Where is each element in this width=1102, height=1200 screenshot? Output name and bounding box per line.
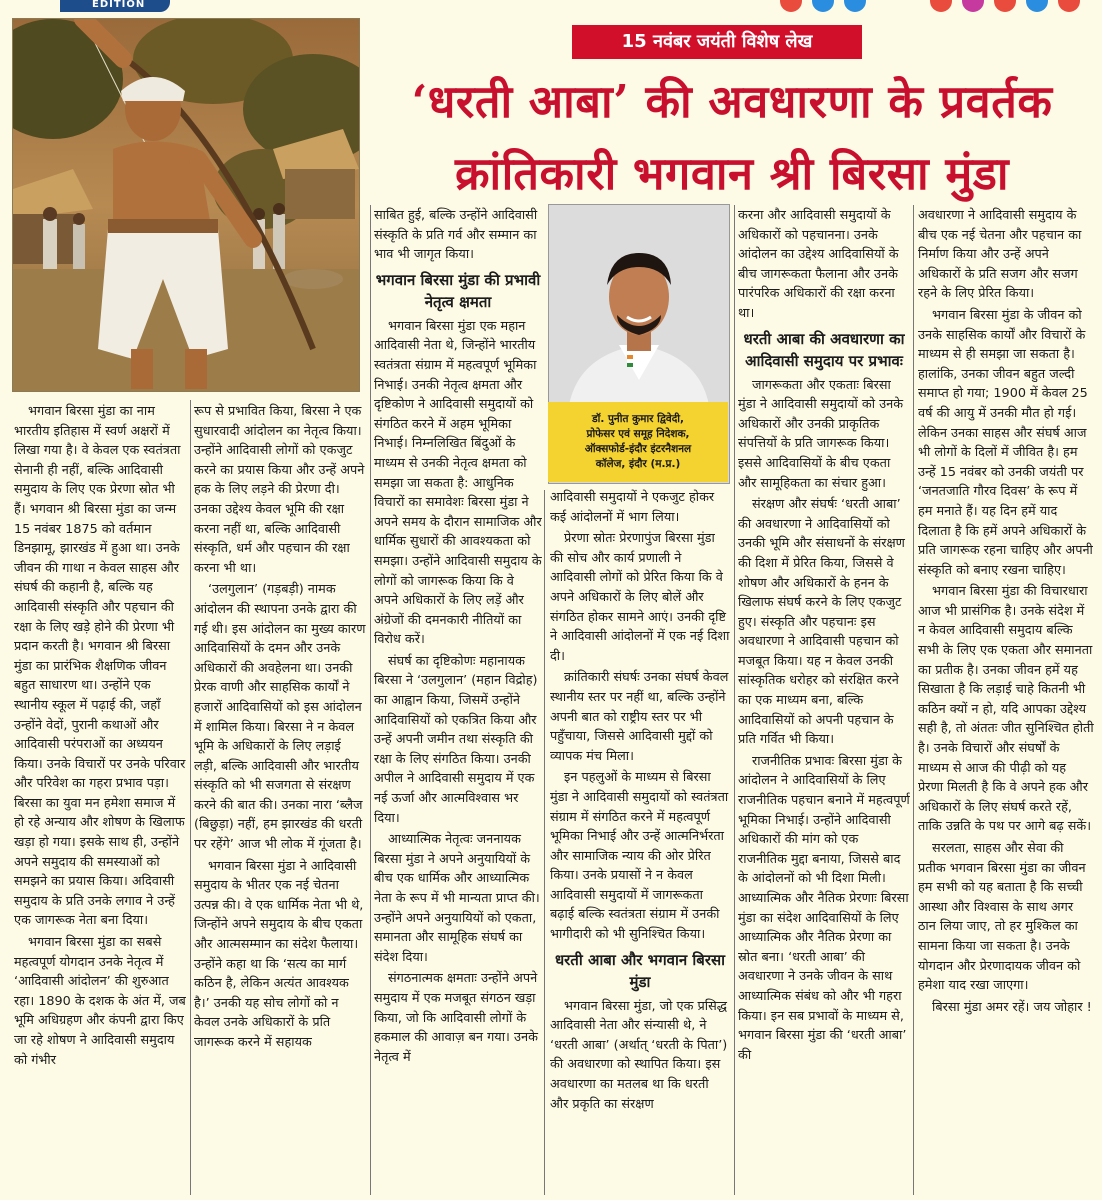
paragraph: भगवान बिरसा मुंडा, जो एक प्रसिद्ध आदिवासी नेता और संन्यासी थे, ने ‘धरती आबा’ (अर्थात् ‘धरती के पिता’) की अवधारणा को स्थापित किया। इस अवधारणा का मतलब था कि धरती और प्रकृति का संरक्षण xyxy=(550,998,728,1112)
section-heading: धरती आबा की अवधारणा का आदिवासी समुदाय पर प्रभावः xyxy=(743,329,905,370)
paragraph: आध्यात्मिक नेतृत्वः जननायक बिरसा मुंडा ने अपने अनुयायियों के बीच एक धार्मिक और आध्यात्मिक नेता के रूप में भी मान्यता प्राप्त की। उन्होंने अपने अनुयायियों को एकता, समानता और सामूहिक संघर्ष का संदेश दिया। xyxy=(374,832,540,965)
paragraph: रूप से प्रभावित किया, बिरसा ने एक सुधारवादी आंदोलन का नेतृत्व किया। उन्होंने आदिवासी लोगों को एकजुट करने का प्रयास किया और उन्हें अपने हक के लिए लड़ने की प्रेरणा दी। उनका उद्देश्य केवल भूमि की रक्षा करना नहीं था, बल्कि आदिवासी संस्कृति, धर्म और पहचान की रक्षा करना भी था। xyxy=(194,404,365,576)
author-title: प्रोफेसर एवं समूह निदेशक, xyxy=(586,428,690,440)
social-icon[interactable] xyxy=(930,0,952,12)
headline-line-1: ‘धरती आबा’ की अवधारणा के प्रवर्तक xyxy=(411,75,1053,128)
author-photo xyxy=(549,205,729,405)
paragraph: भगवान बिरसा मुंडा की विचारधारा आज भी प्रासंगिक है। उनके संदेश में न केवल आदिवासी समुदाय बल्कि सभी के लिए एक एकता और समानता का प्रतीक है। उनका जीवन हमें यह सिखाता है कि लड़ाई चाहे कितनी भी कठिन क्यों न हो, यदि आपका उद्देश्य सही है, तो अंततः जीत सुनिश्चित होती है। उनके विचारों और संघर्षों के माध्यम से आज की पीढ़ी को यह प्रेरणा मिलती है कि वे अपने हक और अधिकारों के लिए संघर्ष करते रहें, ताकि उन्नति के पथ पर आगे बढ़ सकें। xyxy=(918,584,1094,835)
social-icon[interactable] xyxy=(812,0,834,12)
paragraph: क्रांतिकारी संघर्षः उनका संघर्ष केवल स्थानीय स्तर पर नहीं था, बल्कि उन्होंने अपनी बात को राष्ट्रीय स्तर पर भी पहुँचाया, जिससे आदिवासी मुद्दों को व्यापक मंच मिला। xyxy=(550,670,729,764)
social-icon[interactable] xyxy=(962,0,984,12)
article-column-3 xyxy=(374,206,542,1196)
article-column-4 xyxy=(550,488,730,1196)
author-org: ऑक्सफोर्ड-इंदौर इंटरनैशनल xyxy=(584,443,692,455)
special-article-tag: 15 नवंबर जयंती विशेष लेख xyxy=(572,25,862,59)
social-icon[interactable] xyxy=(844,0,866,12)
paragraph: प्रेरणा स्रोतः प्रेरणापुंज बिरसा मुंडा की सोच और कार्य प्रणाली ने आदिवासी लोगों को प्रेरित किया कि वे अपने अधिकारों के लिए बोलें और संगठित होकर सामने आएं। उनकी दृष्टि ने आदिवासी आंदोलनों में एक नई दिशा दी। xyxy=(550,531,730,664)
column-rule xyxy=(913,205,914,1195)
paragraph: राजनीतिक प्रभावः बिरसा मुंडा के आंदोलन ने आदिवासियों के लिए राजनीतिक पहचान बनाने में महत्वपूर्ण भूमिका निभाई। उन्होंने आदिवासी अधिकारों की मांग को एक राजनीतिक मुद्दा बनाया, जिससे बाद के आंदोलनों को भी दिशा मिली। आध्यात्मिक और नैतिक प्रेरणाः बिरसा मुंडा का संदेश आदिवासियों के लिए आध्यात्मिक और नैतिक प्रेरणा का स्रोत बना। ‘धरती आबा’ की अवधारणा ने उनके जीवन के साथ आध्यात्मिक संबंध को और भी गहरा किया। इन सब प्रभावों के माध्यम से, भगवान बिरसा मुंडा की ‘धरती आबा’ की xyxy=(738,753,910,1063)
paragraph: भगवान बिरसा मुंडा ने आदिवासी समुदाय के भीतर एक नई चेतना उत्पन्न की। वे एक धार्मिक नेता भी थे, जिन्होंने अपने समुदाय के बीच एकता और आत्मसम्मान का संदेश फैलाया। उन्होंने कहा था कि ‘सत्य का मार्ग कठिन है, लेकिन अत्यंत आवश्यक है।’ उनकी यह सोच लोगों को न केवल उनके अधिकारों के प्रति जागरूक करने में सहायक xyxy=(194,858,364,1050)
paragraph: बिरसा मुंडा अमर रहें। जय जोहार ! xyxy=(932,999,1092,1015)
article-column-5 xyxy=(738,206,910,1196)
social-icon[interactable] xyxy=(1026,0,1048,12)
paragraph: संरक्षण और संघर्षः ‘धरती आबा’ की अवधारणा ने आदिवासियों को उनकी भूमि और संसाधनों के संरक्षण की दिशा में प्रेरित किया, जिससे वे शोषण और अधिकारों के हनन के खिलाफ संघर्ष करने के लिए एकजुट हुए। संस्कृति और पहचानः इस अवधारणा ने आदिवासी पहचान को मजबूत किया। यह न केवल उनकी सांस्कृतिक धरोहर को संरक्षित करने का एक माध्यम बना, बल्कि आदिवासियों को अपनी पहचान के प्रति गर्वित भी किया। xyxy=(738,497,905,748)
social-icon[interactable] xyxy=(1058,0,1080,12)
painting-illustration xyxy=(13,19,359,391)
social-icon[interactable] xyxy=(994,0,1016,12)
column-rule xyxy=(544,490,545,1195)
column-rule xyxy=(370,205,371,1195)
paragraph: भगवान बिरसा मुंडा के जीवन को उनके साहसिक कार्यों और विचारों के माध्यम से ही समझा जा सकता है। हालांकि, उनका जीवन बहुत जल्दी समाप्त हो गया; 1900 में केवल 25 वर्ष की आयु में उनकी मौत हो गई। लेकिन उनका साहस और संघर्ष आज भी लोगों के दिलों में जीवित है। हम उन्हें 15 नवंबर को उनकी जयंती पर ‘जनतजाति गौरव दिवस’ के रूप में हम मनाते हैं। यह दिन हमें याद दिलाता है कि हमें अपने अधिकारों के प्रति जागरूक रहना चाहिए और अपनी संस्कृति को बनाए रखना चाहिए। xyxy=(918,307,1093,578)
paragraph: सरलता, साहस और सेवा की प्रतीक भगवान बिरसा मुंडा का जीवन हम सभी को यह बताता है कि सच्ची आस्था और विश्वास के साथ अगर ठान लिया जाए, तो हर मुश्किल का सामना किया जा सकता है। उनके योगदान और प्रेरणादायक जीवन को हमेशा याद रखा जाएगा। xyxy=(918,841,1086,994)
paragraph: संघर्ष का दृष्टिकोणः महानायक बिरसा ने ‘उलगुलान’ (महान विद्रोह) का आह्वान किया, जिसमें उन्होंने आदिवासियों को एकत्रित किया और उन्हें अपनी जमीन तथा संस्कृति की रक्षा के लिए संगठित किया। उनकी अपील ने आदिवासी समुदाय में एक नई ऊर्जा और आत्मविश्वास भर दिया। xyxy=(374,653,538,826)
paragraph: इन पहलुओं के माध्यम से बिरसा मुंडा ने आदिवासी समुदायों को स्वतंत्रता संग्राम में संगठित करने में महत्वपूर्ण भूमिका निभाई और उन्हें आत्मनिर्भरता और सामाजिक न्याय की ओर प्रेरित किया। उनके प्रयासों ने न केवल आदिवासी समुदायों में जागरूकता बढ़ाई बल्कि स्वतंत्रता संग्राम में उनकी भागीदारी को भी सुनिश्चित किया। xyxy=(550,770,729,943)
paragraph: भगवान बिरसा मुंडा एक महान आदिवासी नेता थे, जिन्होंने भारतीय स्वतंत्रता संग्राम में महत्वपूर्ण भूमिका निभाई। उनकी नेतृत्व क्षमता और दृष्टिकोण ने आदिवासी समुदायों को संगठित करने में अहम भूमिका निभाई। निम्नलिखित बिंदुओं के माध्यम से उनकी नेतृत्व क्षमता को समझा जा सकता है: आधुनिक विचारों का समावेशः बिरसा मुंडा ने अपने समय के दौरान सामाजिक और धार्मिक सुधारों की आवश्यकता को समझा। उन्होंने आदिवासी समुदाय के लोगों को जागरूक किया कि वे अपने अधिकारों के लिए लड़ें और अंग्रेजों की दमनकारी नीतियों का विरोध करें। xyxy=(374,318,542,648)
paragraph: जागरूकता और एकताः बिरसा मुंडा ने आदिवासी समुदायों को उनके अधिकारों और उनकी प्राकृतिक संपत्तियों के प्रति जागरूक किया। इससे आदिवासियों के बीच एकता और सामूहिकता का संचार हुआ। xyxy=(738,377,904,491)
birsa-munda-painting xyxy=(12,18,360,392)
social-icon[interactable] xyxy=(780,0,802,12)
paragraph: संगठनात्मक क्षमताः उन्होंने अपने समुदाय में एक मजबूत संगठन खड़ा किया, जो कि आदिवासी लोगों के हकमाल की आवाज़ बन गया। उनके नेतृत्व में xyxy=(374,971,538,1065)
section-heading: भगवान बिरसा मुंडा की प्रभावी नेतृत्व क्षमता xyxy=(375,270,541,311)
article-column-1 xyxy=(14,402,186,1197)
headline xyxy=(372,66,1092,210)
column-rule xyxy=(734,205,735,1195)
paragraph: ‘उलगुलान’ (गड़बड़ी) नामक आंदोलन की स्थापना उनके द्वारा की गई थी। इस आंदोलन का मुख्य कारण आदिवासियों के दमन और उनके अधिकारों की अवहेलना था। उनकी प्रेरक वाणी और साहसिक कार्यों ने हजारों आदिवासियों को इस आंदोलन में शामिल किया। बिरसा ने न केवल भूमि के अधिकारों के लिए लड़ाई लड़ी, बल्कि आदिवासी और भारतीय संस्कृति को भी सजगता से संरक्षण करने की बात की। उनका नारा ‘ब्लैज (बिछुड़ा) नहीं, हम झारखंड की धरती पर रहेंगे’ आज भी लोक में गूंजता है। xyxy=(194,582,366,853)
column-rule xyxy=(190,400,191,1195)
paragraph: अवधारणा ने आदिवासी समुदाय के बीच एक नई चेतना और पहचान का निर्माण किया और उन्हें अपने अधिकारों के प्रति सजग और सजग रहने के लिए प्रेरित किया। xyxy=(918,208,1082,302)
author-name: डॉ. पुनीत कुमार द्विवेदी, xyxy=(591,413,685,425)
paragraph: करना और आदिवासी समुदायों के अधिकारों को पहचानना। उनके आंदोलन का उद्देश्य आदिवासियों के बीच जागरूकता फैलाना और उनके पारंपरिक अधिकारों की रक्षा करना था। xyxy=(738,208,899,321)
edition-badge xyxy=(60,0,170,12)
edition-label: EDITION xyxy=(92,0,146,10)
masthead-strip xyxy=(0,0,1102,14)
article-column-2 xyxy=(194,402,366,1197)
paragraph: आदिवासी समुदायों ने एकजुट होकर कई आंदोलनों में भाग लिया। xyxy=(550,490,715,525)
paragraph: साबित हुई, बल्कि उन्होंने आदिवासी संस्कृति के प्रति गर्व और सम्मान का भाव भी जागृत किया। xyxy=(374,208,538,263)
section-heading: धरती आबा और भगवान बिरसा मुंडा xyxy=(554,950,726,991)
headline-line-2: क्रांतिकारी भगवान श्री बिरसा मुंडा xyxy=(454,147,1010,200)
paragraph: भगवान बिरसा मुंडा का सबसे महत्वपूर्ण योगदान उनके नेतृत्व में ‘आदिवासी आंदोलन’ की शुरुआत रहा। 1890 के दशक के अंत में, जब भूमि अधिग्रहण और कंपनी द्वारा किए जा रहे शोषण ने आदिवासी समुदाय को गंभीर xyxy=(14,935,186,1068)
author-place: कॉलेज, इंदौर (म.प्र.) xyxy=(595,458,681,470)
paragraph: भगवान बिरसा मुंडा का नाम भारतीय इतिहास में स्वर्ण अक्षरों में लिखा गया है। वे केवल एक स्वतंत्रता सेनानी ही नहीं, बल्कि आदिवासी समुदाय के लिए एक प्रेरणा स्रोत भी हैं। भगवान श्री बिरसा मुंडा का जन्म 15 नवंबर 1875 को वर्तमान डिनझामू, झारखंड में हुआ था। उनके जीवन की गाथा न केवल साहस और संघर्ष की कहानी है, बल्कि यह आदिवासी संस्कृति और पहचान की रक्षा के लिए खड़े होने की प्रेरणा भी प्रदान करती है। भगवान श्री बिरसा मुंडा का प्रारंभिक शैक्षणिक जीवन बहुत साधारण था। उन्होंने एक स्थानीय स्कूल में पढ़ाई की, जहाँ उन्होंने वेदों, पुरानी कथाओं और आदिवासी परंपराओं का अध्ययन किया। उनके विचारों पर उनके परिवार और परिवेश का गहरा प्रभाव पड़ा। बिरसा का युवा मन हमेशा समाज में हो रहे अन्याय और शोषण के खिलाफ खड़ा हो गया। इसके साथ ही, उन्होंने अपने समुदाय की समस्याओं को समझने का प्रयास किया। अदिवासी समुदाय के प्रति उनके लगाव ने उन्हें एक जागरूक नेता बना दिया। xyxy=(14,404,186,929)
author-caption xyxy=(548,402,728,482)
article-column-6 xyxy=(918,206,1094,1196)
